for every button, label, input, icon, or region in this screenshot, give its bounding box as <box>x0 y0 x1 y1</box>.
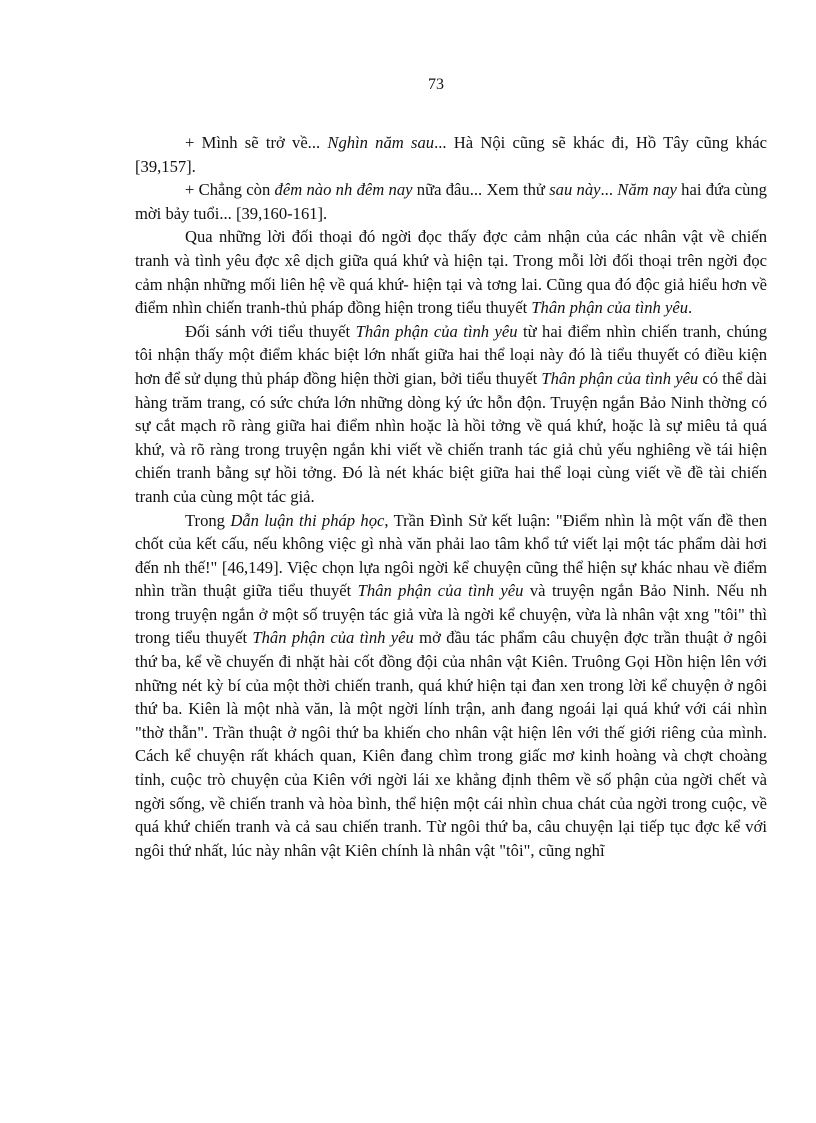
body-text: ... <box>600 180 618 200</box>
italic-title-text: Nghìn năm sau <box>327 133 435 152</box>
body-text: . <box>688 298 693 318</box>
body-text: từ hai điểm nhìn chiến tranh, chúng tôi nhận thấy một điểm khác biệt lớn nhất giữa hai thể loại này đó là tiểu thuyết có điều kiện hơn để sử dụng thủ pháp đồng hiện thời gian, bởi tiểu thuyết <box>135 321 768 388</box>
italic-title-text: Thân phận của tình yêu <box>357 581 524 601</box>
body-text: và truyện ngắn Bảo Ninh. Nếu nh trong truyện ngắn ở một số truyện tác giả vừa là ngời kể chuyện, vừa là nhân vật xng "tôi" thì trong tiểu thuyết <box>135 581 768 648</box>
page-number: 73 <box>428 76 444 93</box>
italic-title-text: sau này <box>549 180 601 200</box>
paragraph-3 <box>135 225 767 319</box>
italic-title-text: Thân phận của tình yêu <box>541 368 699 388</box>
body-text: Qua những lời đối thoại đó ngời đọc thấy đợc cảm nhận của các nhân vật về chiến tranh và tình yêu đợc xê dịch giữa quá khứ và hiện tại. Trong mỗi lời đối thoại trên ngời đọc cảm nhận những mối liên hệ về quá khứ- hiện tại và tơng lai. Cũng qua đó độc giả hiểu hơn về điểm nhìn chiến tranh-thủ pháp đồng hiện trong tiểu thuyết <box>135 227 767 318</box>
document-body <box>135 131 767 862</box>
paragraph-5 <box>135 509 767 863</box>
italic-title-text: Thân phận của tình yêu <box>355 321 518 341</box>
paragraph-1 <box>135 131 767 178</box>
italic-title-text: Thân phận của tình yêu <box>531 298 689 318</box>
italic-title-text: đêm nào nh đêm nay <box>274 180 413 200</box>
italic-title-text: Dẫn luận thi pháp học <box>230 510 385 530</box>
body-text: , Trần Đình Sử kết luận: "Điểm nhìn là một vấn đề then chốt của kết cấu, nếu không việc gì nhà văn phải lao tâm khổ tứ viết lại một tác phẩm dài hơi đến nh thế!" [46,149]. Việc chọn lựa ngôi ngời kể chuyện cũng thể hiện sự khác nhau về điểm nhìn trần thuật giữa tiểu thuyết <box>135 510 767 601</box>
italic-title-text: Thân phận của tình yêu <box>252 628 414 648</box>
body-text: nữa đâu... Xem thử <box>412 180 550 200</box>
italic-title-text: Năm nay <box>617 180 677 200</box>
body-text: Đối sánh với tiểu thuyết <box>185 321 356 341</box>
paragraph-4 <box>135 320 767 509</box>
paragraph-2 <box>135 178 767 225</box>
body-text: Trong <box>185 510 231 530</box>
body-text: ... Hà Nội cũng sẽ khác đi, Hồ Tây cũng khác [39,157]. <box>135 133 767 176</box>
body-text: + Chẳng còn <box>185 180 275 200</box>
body-text: hai đứa cùng mời bảy tuổi... [39,160-161]. <box>135 180 767 223</box>
body-text: + Mình sẽ trở về... <box>185 133 328 152</box>
body-text: có thể dài hàng trăm trang, có sức chứa lớn những dòng ký ức hỗn độn. Truyện ngắn Bảo Ninh thờng có sự cắt mạch rõ ràng giữa hai điểm nhìn hoặc là hồi tởng về quá khứ, hoặc là sự miêu tả quá khứ, và rõ ràng trong truyện ngắn khi viết về chiến tranh tác giả chủ yếu nghiêng về tái hiện chiến tranh bằng sự hồi tởng. Đó là nét khác biệt giữa hai thể loại cùng viết về đề tài chiến tranh của cùng một tác giả. <box>135 368 768 506</box>
body-text: mở đầu tác phẩm câu chuyện đợc trần thuật ở ngôi thứ ba, kể về chuyến đi nhặt hài cốt đồng đội của nhân vật Kiên. Truông Gọi Hồn hiện lên với những nét kỳ bí của một thời chiến tranh, quá khứ hiện tại đan xen trong lời kể chuyện ở ngôi thứ ba. Kiên là một nhà văn, là một ngời lính trận, anh đang ngoái lại quá khứ với cái nhìn "thờ thẫn". Trần thuật ở ngôi thứ ba khiến cho nhân vật hiện lên với thế giới riêng của mình. Cách kể chuyện rất khách quan, Kiên đang chìm trong giấc mơ kinh hoàng và chợt choàng tỉnh, cuộc trò chuyện của Kiên với ngời lái xe khẳng định thêm về số phận của ngời chết và ngời sống, về chiến tranh và hòa bình, thể hiện một cái nhìn chua chát của ngời trong cuộc, về quá khứ chiến tranh và cả sau chiến tranh. Từ ngôi thứ ba, câu chuyện lại tiếp tục đợc kể với ngôi thứ nhất, lúc này nhân vật Kiên chính là nhân vật "tôi", cũng nghĩ <box>135 628 767 860</box>
